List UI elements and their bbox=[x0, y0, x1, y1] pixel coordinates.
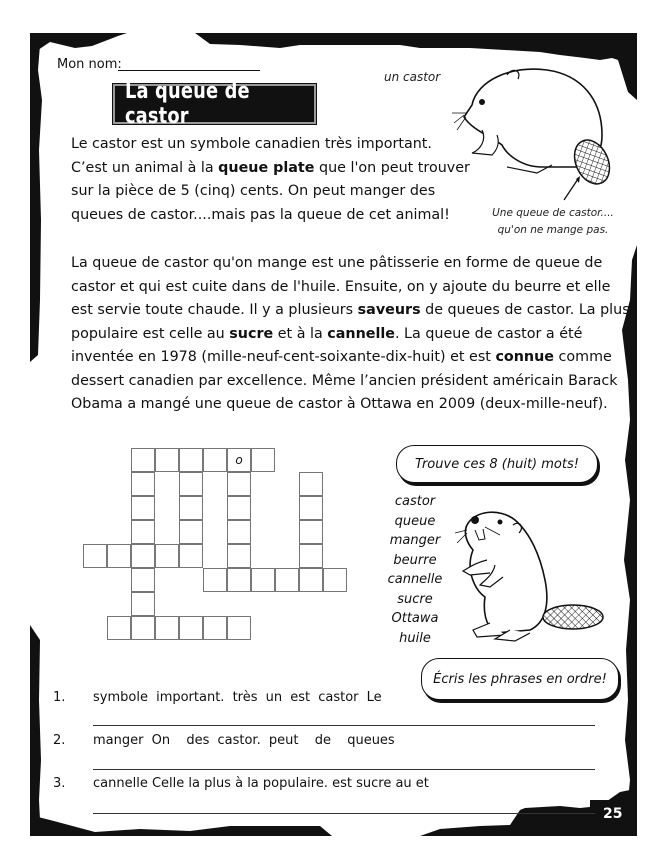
beaver-caption: un castor bbox=[384, 70, 441, 84]
bold-keyword: sucre bbox=[229, 325, 274, 342]
crossword-cell[interactable] bbox=[131, 472, 155, 496]
worksheet-title-banner bbox=[113, 79, 316, 129]
frame-top-left bbox=[30, 33, 127, 52]
scrambled-sentence: cannelle Celle la plus à la populaire. est sucre au et bbox=[93, 776, 429, 791]
tail-caption-line2: qu'on ne mange pas. bbox=[497, 224, 609, 236]
crossword-cell[interactable] bbox=[299, 496, 323, 520]
crossword-cell[interactable] bbox=[131, 448, 155, 472]
word-list-item: cannelle bbox=[387, 572, 443, 587]
find-words-bubble bbox=[396, 445, 598, 483]
crossword-cell[interactable] bbox=[227, 616, 251, 640]
crossword-cell[interactable] bbox=[83, 544, 107, 568]
crossword-cell[interactable] bbox=[323, 568, 347, 592]
crossword-cell[interactable] bbox=[299, 544, 323, 568]
crossword-cell[interactable] bbox=[227, 520, 251, 544]
crossword-cell[interactable] bbox=[227, 472, 251, 496]
tail-caption-line1: Une queue de castor.... bbox=[492, 207, 614, 219]
bold-keyword: connue bbox=[495, 349, 554, 365]
crossword-cell[interactable] bbox=[251, 448, 275, 472]
tail-caption bbox=[478, 205, 628, 239]
crossword-cell[interactable] bbox=[203, 568, 227, 592]
crossword-cell[interactable] bbox=[299, 568, 323, 592]
word-list-item: beurre bbox=[393, 552, 437, 568]
crossword-cell[interactable] bbox=[131, 520, 155, 544]
scrambled-sentence: manger On des castor. peut de queues bbox=[93, 733, 395, 748]
crossword-cell[interactable] bbox=[299, 520, 323, 544]
crossword-cell[interactable] bbox=[107, 616, 131, 640]
crossword-cell[interactable] bbox=[179, 544, 203, 568]
crossword-cell[interactable] bbox=[203, 448, 227, 472]
frame-bottom-left bbox=[30, 815, 332, 836]
crossword-cell[interactable] bbox=[131, 568, 155, 592]
answer-line[interactable] bbox=[93, 769, 595, 770]
word-list-item: castor bbox=[394, 494, 436, 509]
crossword-cell[interactable] bbox=[275, 568, 299, 592]
standing-beaver-illustration-icon bbox=[455, 505, 615, 645]
paragraph-text: que l'on peut trouver sur la pièce de 5 (cinq) cents. On peut manger des queues de castor....mais pas la queue de cet animal! bbox=[71, 159, 470, 223]
crossword-cell[interactable] bbox=[155, 544, 179, 568]
intro-paragraph bbox=[71, 133, 471, 227]
worksheet-title: La queue de castor bbox=[124, 79, 250, 129]
crossword-cell[interactable] bbox=[131, 592, 155, 616]
name-input-line[interactable] bbox=[118, 70, 260, 71]
crossword-cell[interactable]: o bbox=[227, 448, 251, 472]
exercise-number: 1. bbox=[53, 690, 66, 705]
word-list bbox=[380, 492, 450, 648]
crossword-cell[interactable] bbox=[179, 616, 203, 640]
crossword-grid bbox=[83, 448, 353, 648]
word-list-item: sucre bbox=[397, 591, 433, 607]
crossword-cell[interactable] bbox=[179, 448, 203, 472]
word-list-item: Ottawa bbox=[391, 611, 439, 626]
crossword-cell[interactable] bbox=[155, 448, 179, 472]
find-words-instruction: Trouve ces 8 (huit) mots! bbox=[415, 456, 579, 472]
order-sentences-bubble bbox=[421, 658, 619, 700]
bold-keyword: cannelle bbox=[327, 325, 395, 342]
paragraph-text: La queue de castor qu'on mange est une pâtisserie en forme de queue de castor et qui est cuite dans de l'huile. Ensuite, on y ajoute du beurre et elle est servie toute chaude. Il y a plusieurs bbox=[71, 255, 611, 318]
crossword-cell[interactable] bbox=[131, 544, 155, 568]
scrambled-sentence: symbole important. très un est castor Le bbox=[93, 690, 382, 705]
paragraph-text: . La queue de castor a été inventée en 1978 (mille-neuf-cent-soixante-dix-huit) et est bbox=[71, 325, 583, 365]
frame-left-top bbox=[30, 33, 42, 362]
answer-line[interactable] bbox=[93, 725, 595, 726]
exercise-number: 3. bbox=[53, 776, 66, 791]
crossword-cell[interactable] bbox=[155, 616, 179, 640]
history-paragraph bbox=[71, 252, 631, 417]
name-label: Mon nom: bbox=[57, 57, 122, 72]
order-sentences-instruction: Écris les phrases en ordre! bbox=[433, 671, 607, 687]
crossword-cell[interactable] bbox=[203, 616, 227, 640]
crossword-cell[interactable] bbox=[227, 568, 251, 592]
crossword-cell[interactable] bbox=[227, 496, 251, 520]
paragraph-text: de queues de castor. La plus populaire est celle au bbox=[71, 302, 630, 342]
crossword-cell[interactable] bbox=[131, 496, 155, 520]
answer-line[interactable] bbox=[93, 813, 595, 814]
word-list-item: huile bbox=[399, 630, 431, 646]
word-list-item: manger bbox=[389, 533, 441, 548]
crossword-cell[interactable] bbox=[299, 472, 323, 496]
exercise-number: 2. bbox=[53, 733, 66, 748]
crossword-cell[interactable] bbox=[251, 568, 275, 592]
crossword-cell[interactable] bbox=[131, 616, 155, 640]
crossword-cell[interactable] bbox=[227, 544, 251, 568]
crossword-cell[interactable] bbox=[179, 496, 203, 520]
word-list-item: queue bbox=[394, 513, 436, 529]
beaver-illustration-icon bbox=[452, 55, 622, 205]
bold-keyword: queue plate bbox=[218, 159, 315, 176]
paragraph-text: Le castor est un symbole canadien très important. C’est un animal à la bbox=[71, 136, 432, 176]
bold-keyword: saveurs bbox=[357, 302, 421, 318]
paragraph-text: et à la bbox=[273, 325, 328, 342]
crossword-cell[interactable] bbox=[179, 472, 203, 496]
crossword-cell[interactable] bbox=[179, 520, 203, 544]
frame-left-bottom bbox=[30, 625, 41, 836]
crossword-cell[interactable] bbox=[107, 544, 131, 568]
page-number: 25 bbox=[603, 806, 623, 822]
paragraph-text: comme dessert canadien par excellence. Même l’ancien président américain Barack Obama a mangé une queue de castor à Ottawa en 2009 (deux-mille-neuf). bbox=[71, 349, 618, 412]
